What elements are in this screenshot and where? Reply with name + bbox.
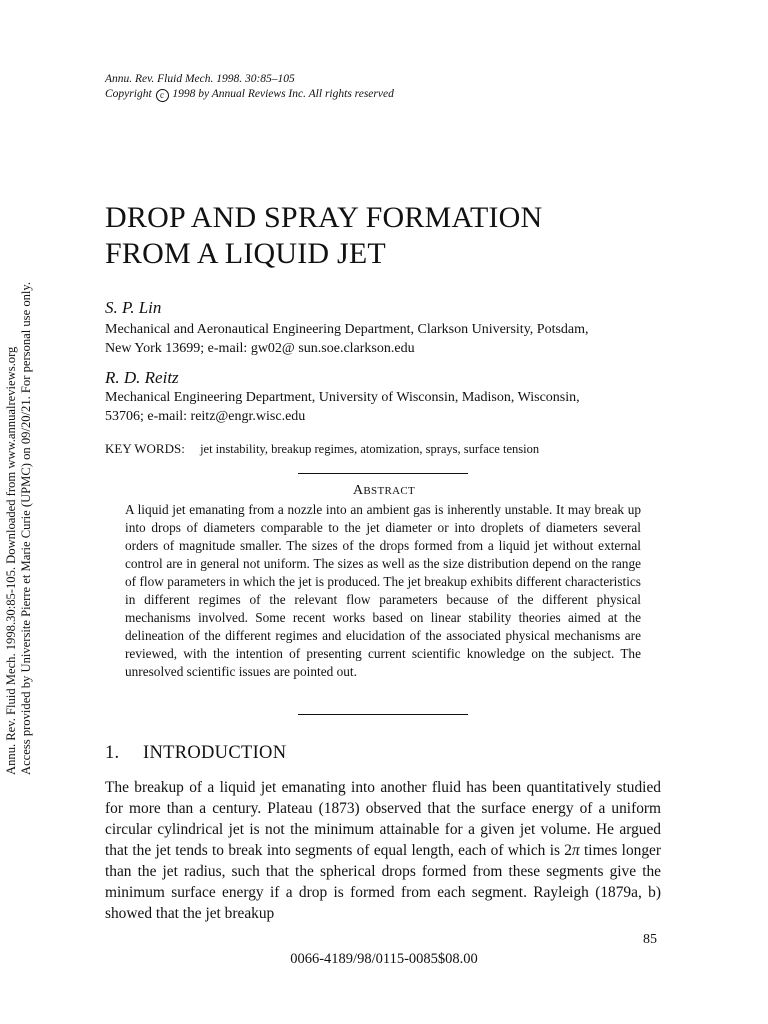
journal-citation: Annu. Rev. Fluid Mech. 1998. 30:85–105: [105, 73, 295, 85]
author-name: S. P. Lin: [105, 298, 162, 317]
abstract-heading: [0, 483, 768, 499]
copyright-line: [105, 87, 394, 102]
page-number: 85: [643, 932, 657, 947]
body-text: times longer than the jet radius, such that the spherical drops formed from these segments give the minimum surface energy if a drop is formed from each segment. Rayleigh (1879a, b) showed that the jet breakup: [105, 842, 662, 922]
keywords-value: jet instability, breakup regimes, atomization, sprays, surface tension: [200, 442, 540, 456]
abstract-heading-initial: A: [352, 483, 364, 498]
title-line-1: DROP AND SPRAY FORMATION: [105, 201, 543, 234]
section-heading: [105, 743, 286, 764]
affiliation-line: Mechanical and Aeronautical Engineering Department, Clarkson University, Potsdam,: [105, 322, 589, 337]
body-paragraph: [105, 777, 661, 924]
copyright-icon: c: [156, 89, 169, 102]
body-text: The breakup of a liquid jet emanating into another fluid has been quantitatively studied for more than a century. Plateau (1873) observed that the surface energy of a uniform circular cylindrical jet is not the minimum attainable for a given jet volume. He argued that the jet tends to break into segments of equal length, each of which is 2: [105, 779, 661, 859]
access-notice-line: Access provided by Universite Pierre et Marie Curie (UPMC) on 09/20/21. For personal use only.: [19, 281, 33, 775]
copyright-text: 1998 by Annual Reviews Inc. All rights reserved: [172, 88, 394, 100]
download-notice-sidebar: [0, 255, 40, 775]
copyright-prefix: Copyright: [105, 88, 152, 100]
affiliation-line: Mechanical Engineering Department, University of Wisconsin, Madison, Wisconsin,: [105, 390, 580, 405]
journal-header: [105, 72, 394, 102]
author-affiliation: [105, 388, 580, 426]
download-notice-line: Annu. Rev. Fluid Mech. 1998.30:85-105. Downloaded from www.annualreviews.org: [4, 346, 18, 775]
section-title: INTRODUCTION: [143, 743, 287, 763]
affiliation-line: 53706; e-mail: reitz@engr.wisc.edu: [105, 409, 306, 424]
keywords: [105, 441, 539, 457]
abstract-top-rule: [298, 473, 468, 474]
abstract-bottom-rule: [298, 714, 468, 715]
article-code: 0066-4189/98/0115-0085$08.00: [290, 951, 478, 967]
affiliation-line: New York 13699; e-mail: gw02@ sun.soe.clarkson.edu: [105, 341, 415, 356]
title-line-2: FROM A LIQUID JET: [105, 237, 386, 270]
section-number: 1.: [105, 743, 120, 763]
abstract-text: A liquid jet emanating from a nozzle into an ambient gas is inherently unstable. It may break up into drops of diameters comparable to the jet diameter or into droplets of diameters several orders of magnitude smaller. The sizes of the drops formed from a liquid jet without external control are in general not uniform. The sizes as well as the size distribution depend on the range of flow parameters in which the jet is produced. The jet breakup exhibits different characteristics in different regimes of the relevant flow parameters because of the different physical mechanisms involved. Some recent works based on linear stability theories aimed at the delineation of the different regimes and elucidation of the associated physical mechanisms are reviewed, with the intention of presenting current scientific knowledge on the subject. The unresolved scientific issues are pointed out.: [125, 502, 641, 679]
abstract-heading-rest: BSTRACT: [363, 485, 416, 497]
keywords-label: KEY WORDS:: [105, 441, 185, 456]
article-title: [105, 200, 542, 272]
author-affiliation: [105, 320, 589, 358]
pi-symbol: π: [571, 842, 580, 859]
author-name: R. D. Reitz: [105, 368, 179, 387]
